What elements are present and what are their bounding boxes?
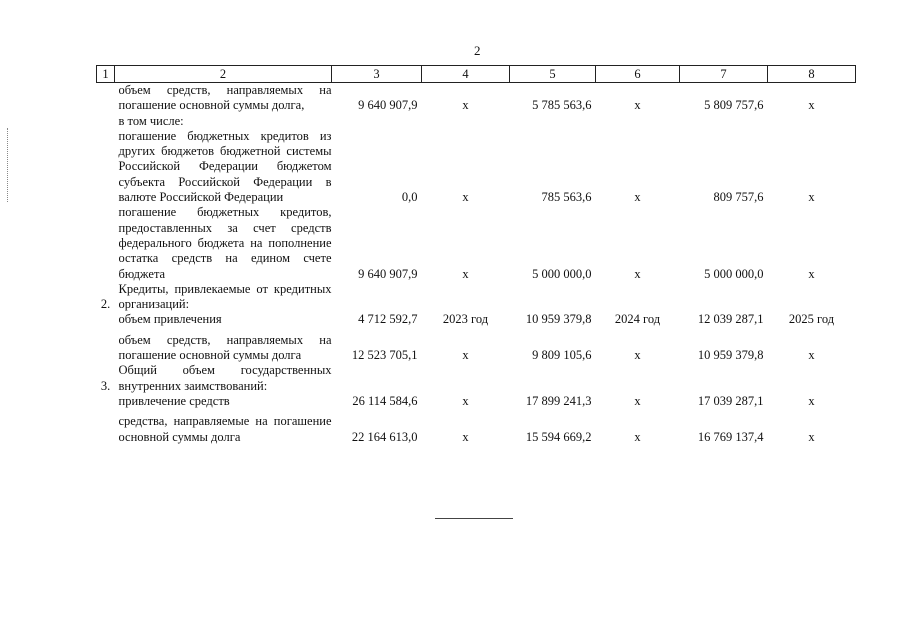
row-number bbox=[97, 205, 115, 281]
row-description: объем привлечения bbox=[118, 312, 222, 327]
page-number: 2 bbox=[474, 43, 481, 58]
value-2025: 809 757,6 bbox=[713, 190, 764, 205]
column-header: 6 bbox=[596, 66, 680, 83]
term-2025: x bbox=[808, 190, 815, 205]
value-2025: 17 039 287,1 bbox=[697, 393, 764, 408]
row-description: Кредиты, привлекаемые от кредитных организаций: bbox=[118, 281, 332, 312]
term-2024: x bbox=[634, 266, 641, 281]
row-number: 2. bbox=[100, 297, 111, 312]
term-2023: x bbox=[462, 190, 469, 205]
value-2023: 22 164 613,0 bbox=[351, 429, 418, 444]
row-number bbox=[97, 83, 115, 114]
term-2023 bbox=[422, 363, 510, 394]
row-description: погашение бюджетных кредитов из других бюджетов бюджетной системы Российской Федерации бюджетом субъекта Российской Федерации в валюте Российской Федерации bbox=[118, 128, 332, 205]
value-2024: 17 899 241,3 bbox=[525, 393, 592, 408]
value-2023: 12 523 705,1 bbox=[351, 348, 418, 363]
row-number bbox=[97, 312, 115, 332]
term-2024: x bbox=[634, 348, 641, 363]
value-2023 bbox=[332, 282, 422, 313]
column-header: 5 bbox=[510, 66, 596, 83]
column-header: 2 bbox=[115, 66, 332, 83]
column-header: 7 bbox=[680, 66, 768, 83]
value-2023 bbox=[332, 363, 422, 394]
column-header: 3 bbox=[332, 66, 422, 83]
term-2023: x bbox=[462, 429, 469, 444]
term-2023 bbox=[422, 282, 510, 313]
row-number bbox=[97, 333, 115, 364]
value-2023: 9 640 907,9 bbox=[358, 98, 418, 113]
term-2024: x bbox=[634, 393, 641, 408]
end-separator-line bbox=[435, 518, 513, 519]
row-description: привлечение средств bbox=[118, 393, 230, 408]
value-2025: 10 959 379,8 bbox=[697, 348, 764, 363]
table-row bbox=[97, 114, 856, 129]
value-2023: 9 640 907,9 bbox=[358, 266, 418, 281]
term-2025: 2025 год bbox=[788, 312, 835, 327]
value-2024: 5 785 563,6 bbox=[532, 98, 592, 113]
term-2025: x bbox=[808, 348, 815, 363]
term-2024: x bbox=[634, 429, 641, 444]
table-row bbox=[97, 205, 856, 281]
row-description: объем средств, направляемых на погашение основной суммы долга bbox=[118, 332, 332, 363]
table-row bbox=[97, 394, 856, 414]
value-2025: 5 000 000,0 bbox=[704, 266, 764, 281]
row-number: 3. bbox=[100, 378, 111, 393]
table-row bbox=[97, 363, 856, 394]
term-2023: 2023 год bbox=[442, 312, 489, 327]
term-2024: x bbox=[634, 190, 641, 205]
row-description: Общий объем государственных внутренних заимствований: bbox=[118, 363, 332, 393]
value-2024 bbox=[510, 282, 596, 313]
value-2024: 10 959 379,8 bbox=[525, 312, 592, 327]
term-2025: x bbox=[808, 266, 815, 281]
value-2025: 5 809 757,6 bbox=[704, 98, 764, 113]
term-2023: x bbox=[462, 266, 469, 281]
column-header: 1 bbox=[97, 66, 115, 83]
term-2025 bbox=[768, 114, 856, 129]
row-description: погашение бюджетных кредитов, предоставленных за счет средств федерального бюджета на пополнение остатка средств на едином счете бюджета bbox=[118, 205, 332, 281]
value-2024: 15 594 669,2 bbox=[525, 429, 592, 444]
value-2025 bbox=[680, 114, 768, 129]
value-2025 bbox=[680, 282, 768, 313]
row-number bbox=[97, 414, 115, 445]
column-number-row bbox=[97, 66, 856, 83]
value-2024: 9 809 105,6 bbox=[532, 348, 592, 363]
term-2024 bbox=[596, 282, 680, 313]
value-2023: 0,0 bbox=[401, 190, 418, 205]
borrowing-program-table bbox=[96, 65, 856, 445]
term-2024 bbox=[596, 114, 680, 129]
term-2025: x bbox=[808, 429, 815, 444]
table-row bbox=[97, 333, 856, 364]
value-2024 bbox=[510, 363, 596, 394]
row-description: объем средств, направляемых на погашение основной суммы долга, bbox=[118, 83, 332, 113]
term-2023: x bbox=[462, 348, 469, 363]
table-row bbox=[97, 282, 856, 313]
term-2024: 2024 год bbox=[614, 312, 661, 327]
term-2025: x bbox=[808, 393, 815, 408]
value-2024 bbox=[510, 114, 596, 129]
row-number bbox=[97, 129, 115, 205]
column-header: 8 bbox=[768, 66, 856, 83]
table-row bbox=[97, 83, 856, 114]
term-2023: x bbox=[462, 98, 469, 113]
row-description: в том числе: bbox=[118, 113, 184, 128]
value-2023 bbox=[332, 114, 422, 129]
row-number bbox=[97, 394, 115, 414]
term-2024 bbox=[596, 363, 680, 394]
table-row bbox=[97, 414, 856, 445]
scan-margin-mark bbox=[7, 128, 9, 202]
term-2023: x bbox=[462, 393, 469, 408]
value-2025 bbox=[680, 363, 768, 394]
row-number bbox=[97, 114, 115, 129]
value-2023: 26 114 584,6 bbox=[352, 393, 418, 408]
value-2024: 785 563,6 bbox=[541, 190, 592, 205]
value-2024: 5 000 000,0 bbox=[532, 266, 592, 281]
term-2025 bbox=[768, 282, 856, 313]
term-2024: x bbox=[634, 98, 641, 113]
table-row bbox=[97, 312, 856, 332]
term-2023 bbox=[422, 114, 510, 129]
table-row bbox=[97, 129, 856, 205]
row-description: средства, направляемые на погашение основной суммы долга bbox=[118, 414, 332, 444]
term-2025 bbox=[768, 363, 856, 394]
term-2025: x bbox=[808, 98, 815, 113]
value-2025: 16 769 137,4 bbox=[697, 429, 764, 444]
value-2023: 4 712 592,7 bbox=[358, 312, 418, 327]
value-2025: 12 039 287,1 bbox=[697, 312, 764, 327]
column-header: 4 bbox=[422, 66, 510, 83]
